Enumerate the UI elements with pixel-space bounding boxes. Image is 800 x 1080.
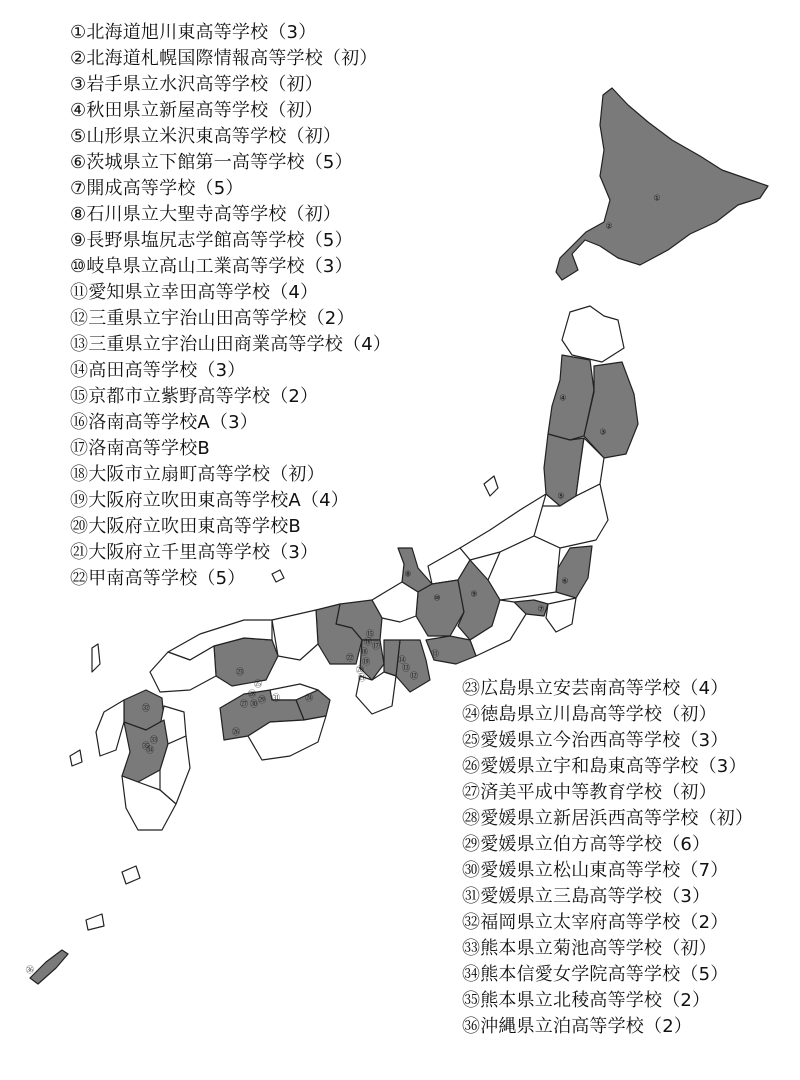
school-entry: ⑱大阪市立扇町高等学校（初） [70, 464, 325, 485]
school-list-left [70, 20, 391, 592]
school-entry: ⑰洛南高等学校B [70, 438, 210, 459]
map-marker: ⑧ [404, 569, 412, 579]
school-entry: ⑤山形県立米沢東高等学校（初） [70, 126, 342, 147]
map-marker: ⑳ [356, 665, 364, 675]
island-yakushima [122, 866, 140, 884]
region-gifu [416, 580, 464, 636]
island-tsushima [92, 644, 100, 672]
map-marker: ㉝ [150, 735, 158, 745]
school-entry: ㉑大阪府立千里高等学校（3） [70, 542, 319, 563]
map-marker: ㉔ [305, 693, 313, 703]
map-marker: ⑮ [366, 629, 374, 639]
map-marker: ⑲ [362, 657, 370, 667]
school-entry: ㉔徳島県立川島高等学校（初） [462, 704, 717, 725]
school-entry: ㊱沖縄県立泊高等学校（2） [462, 1016, 693, 1037]
map-marker: ⑥ [561, 576, 569, 586]
school-entry: ⑫三重県立宇治山田高等学校（2） [70, 308, 355, 329]
school-entry: ②北海道札幌国際情報高等学校（初） [70, 48, 378, 69]
map-marker: ⑨ [470, 589, 478, 599]
school-entry: ㉝熊本県立菊池高等学校（初） [462, 938, 717, 959]
map-marker: ⑪ [431, 649, 439, 659]
school-entry: ⑩岐阜県立高山工業高等学校（3） [70, 256, 353, 277]
map-marker: ⑬ [402, 663, 410, 673]
map-marker: ㉙ [258, 695, 266, 705]
school-entry: ⑧石川県立大聖寺高等学校（初） [70, 204, 342, 225]
school-entry: ㉘愛媛県立新居浜西高等学校（初） [462, 808, 754, 829]
school-entry: ⑭高田高等学校（3） [70, 360, 246, 381]
school-entry: ①北海道旭川東高等学校（3） [70, 22, 317, 43]
map-marker: ⑱ [360, 647, 368, 657]
map-marker: ㉞ [146, 745, 154, 755]
school-entry: ⑲大阪府立吹田東高等学校A（4） [70, 490, 349, 511]
map-marker: ① [653, 193, 661, 203]
map-marker: ㉑ [358, 673, 366, 683]
map-marker: ② [605, 221, 613, 231]
school-entry: ⑮京都市立紫野高等学校（2） [70, 386, 319, 407]
map-marker: ㉗ [240, 699, 248, 709]
school-entry: ㉓広島県立安芸南高等学校（4） [462, 678, 729, 699]
map-marker: ⑰ [372, 641, 380, 651]
map-marker: ㉟ [142, 741, 150, 751]
school-entry: ⑥茨城県立下館第一高等学校（5） [70, 152, 353, 173]
school-entry: ③岩手県立水沢高等学校（初） [70, 74, 323, 95]
map-marker: ㉜ [142, 703, 150, 713]
region-okayama [272, 610, 318, 660]
region-hokkaido [556, 88, 768, 280]
school-entry: ⑨長野県塩尻志学館高等学校（5） [70, 230, 353, 251]
map-marker: ⑤ [557, 491, 565, 501]
map-marker: ⑯ [364, 637, 372, 647]
school-entry: ⑦開成高等学校（5） [70, 178, 244, 199]
school-entry: ㉛愛媛県立三島高等学校（3） [462, 886, 711, 907]
map-marker: ㉖ [232, 727, 240, 737]
school-entry: ㉜福岡県立太宰府高等学校（2） [462, 912, 729, 933]
region-aomori [562, 306, 624, 362]
map-marker: ㉛ [272, 693, 280, 703]
region-ibaraki [556, 546, 592, 598]
map-marker: ⑫ [410, 671, 418, 681]
school-entry: ⑬三重県立宇治山田商業高等学校（4） [70, 334, 392, 355]
region-nagasaki [96, 700, 124, 756]
region-okinawa [30, 950, 68, 984]
map-marker: ⑩ [433, 593, 441, 603]
school-entry: ④秋田県立新屋高等学校（初） [70, 100, 323, 121]
map-marker: ⑦ [537, 604, 545, 614]
region-chiba [546, 598, 576, 632]
school-entry: ⑪愛知県立幸田高等学校（4） [70, 282, 319, 303]
map-marker: ③ [599, 427, 607, 437]
school-entry: ⑳大阪府立吹田東高等学校B [70, 516, 301, 537]
island-goto [70, 750, 82, 766]
map-marker: ⑭ [398, 655, 406, 665]
map-marker: ㉓ [236, 667, 244, 677]
school-entry: ㉗済美平成中等教育学校（初） [462, 782, 717, 803]
island-amami [86, 914, 104, 930]
school-entry: ㉖愛媛県立宇和島東高等学校（3） [462, 756, 747, 777]
map-marker: ㉒ [346, 653, 354, 663]
school-entry: ㉕愛媛県立今治西高等学校（3） [462, 730, 729, 751]
school-entry: ⑯洛南高等学校A（3） [70, 412, 258, 433]
school-list-right [462, 676, 753, 1040]
school-entry: ㉙愛媛県立伯方高等学校（6） [462, 834, 711, 855]
school-entry: ㉟熊本県立北稜高等学校（2） [462, 990, 711, 1011]
map-marker: ④ [559, 393, 567, 403]
school-entry: ㉒甲南高等学校（5） [70, 568, 246, 589]
map-marker: ㉚ [250, 699, 258, 709]
region-hiroshima [214, 638, 278, 686]
school-entry: ㉚愛媛県立松山東高等学校（7） [462, 860, 729, 881]
school-entry: ㉞熊本信愛女学院高等学校（5） [462, 964, 729, 985]
map-marker: ㊱ [26, 965, 34, 975]
island-sado [484, 476, 498, 496]
map-marker: ㉘ [248, 689, 256, 699]
map-marker: ㉕ [254, 679, 262, 689]
